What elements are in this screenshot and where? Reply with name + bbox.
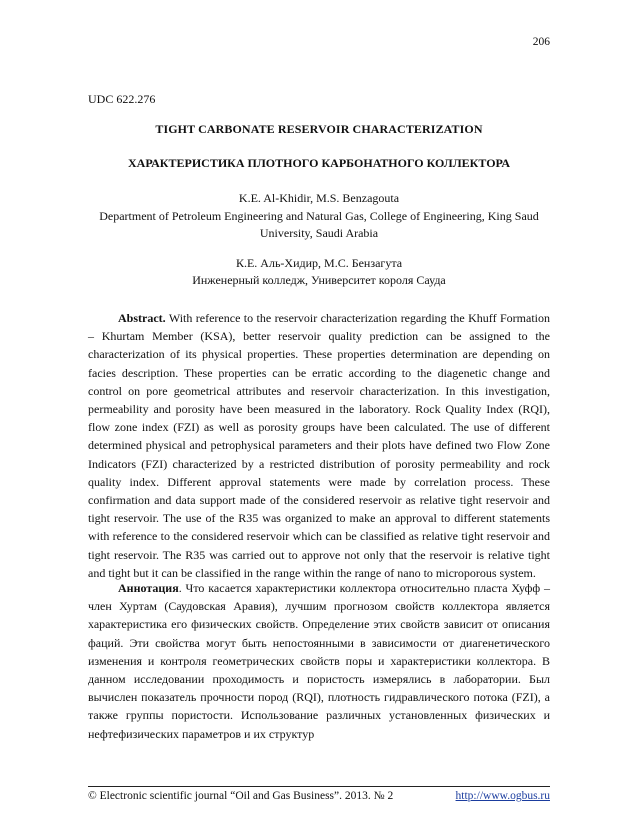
annotation-text: . Что касается характеристики коллектора относительно пласта Хуфф – член Хуртам (Саудовская Аравия), лучшим прогнозом свойств коллектора является характеристика его физических свойств. Определение этих свойств зависит от описания фаций. Эти свойства могут быть непостоянными в зависимости от диагенетического изменения и контроля геометрических свойств поры и характеристики коллектора. В данном исследовании проходимость и пористость измерялись в лаборатории. Был вычислен показатель прочности пород (RQI), плотность гидравлического потока (FZI), а также группы пористости. Использование различных установленных физических и нефтефизических параметров и их структур xyxy=(88,581,550,741)
footer-journal-citation: © Electronic scientific journal “Oil and Gas Business”. 2013. № 2 xyxy=(88,790,394,802)
abstract-paragraph xyxy=(88,309,550,582)
udc-code: UDC 622.276 xyxy=(88,92,156,106)
title-russian: ХАРАКТЕРИСТИКА ПЛОТНОГО КАРБОНАТНОГО КОЛЛЕКТОРА xyxy=(127,156,511,170)
annotation-paragraph xyxy=(88,579,550,743)
abstract-text: With reference to the reservoir characterization regarding the Khuff Formation – Khurtam Member (KSA), better reservoir quality prediction can be assigned to the characterization of its physical properties. These properties determination are depending on facies description. These properties can be erratic according to the diagenetic change and control on pore geometrical attributes and reservoir characterization. In this investigation, permeability and porosity have been measured in the laboratory. Rock Quality Index (RQI), flow zone index (FZI) as well as porosity groups have been calculated. The use of different determined physical and petrophysical parameters and their plots have defined two Flow Zone Indicators (FZI) characterized by a restricted distribution of porosity permeability and rock quality index. Different approval statements were made by correlation process. These confirmation and data support made of the considered reservoir as relative tight reservoir and tight reservoir. The use of the R35 was organized to make an approval to different statements with reference to the considered reservoir which can be classified as relative tight reservoir and tight reservoir. The R35 was carried out to approve not only that the reservoir is relative tight and tight but it can be classified in the range within the range of nano to microporous system. xyxy=(88,311,550,580)
footer-divider xyxy=(88,786,550,787)
affiliation-russian: Инженерный колледж, Университет короля Сауда xyxy=(192,273,446,287)
journal-website-link[interactable]: http://www.ogbus.ru xyxy=(455,790,550,802)
annotation-label: Аннотация xyxy=(118,581,179,595)
title-english: TIGHT CARBONATE RESERVOIR CHARACTERIZATION xyxy=(155,122,483,136)
abstract-label: Abstract. xyxy=(118,311,166,325)
page-number: 206 xyxy=(532,36,550,48)
authors-russian: К.Е. Аль-Хидир, М.С. Бензагута xyxy=(235,256,403,270)
authors-english: K.E. Al-Khidir, M.S. Benzagouta xyxy=(238,191,400,205)
affiliation-english: Department of Petroleum Engineering and Natural Gas, College of Engineering, King Saud University, Saudi Arabia xyxy=(99,209,539,240)
